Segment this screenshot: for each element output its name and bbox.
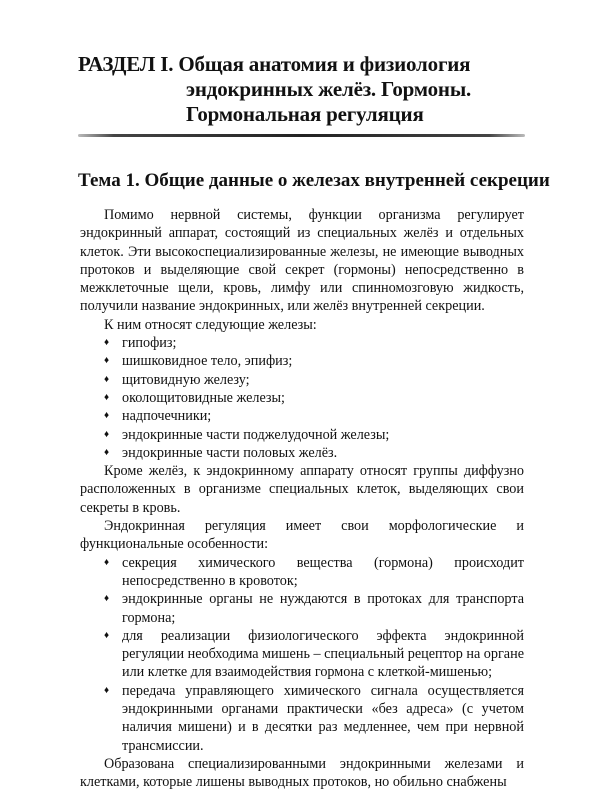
list-item: ♦ гипофиз; [104,335,177,352]
bullet-icon: ♦ [104,593,110,605]
bullet-icon: ♦ [104,446,110,458]
paragraph-4: Образована специализированными эндокринными железами и клетками, которые лишены выводных протоков, но обильно снабжены [80,755,524,791]
bullet-icon: ♦ [104,337,110,349]
bullet-icon: ♦ [104,410,110,422]
list-item: ♦ щитовидную железу; [104,371,250,388]
paragraph-1: Помимо нервной системы, функции организма регулирует эндокринный аппарат, состоящий из специальных желёз и отдельных клеток. Эти высокоспециализированные железы, не имеющие выводных протоков и выделяющие свой секрет (гормоны) непосредственно в межклеточные щели, кровь, лимфу или спинномозговую жидкость, получили название эндокринных, или желёз внутренней секреции. [80,207,524,315]
list-item: ♦ секреция химического вещества (гормона) происходит непосредственно в кровоток; [104,554,524,589]
list-item: ♦ шишковидное тело, эпифиз; [104,353,293,370]
paragraph-3: Эндокринная регуляция имеет свои морфологические и функциональные особенности: [80,518,524,553]
body-text [80,206,524,792]
section-divider [78,134,525,137]
paragraph-2: Кроме желёз, к эндокринному аппарату относят группы диффузно расположенных в организме специальных клеток, выделяющих свои секреты в кровь. [80,463,524,516]
gland-list [80,334,524,462]
bullet-icon: ♦ [104,428,110,440]
section-heading [78,52,548,127]
section-heading-line-3: Гормональная регуляция [186,102,424,126]
features-list [80,554,524,755]
section-heading-line-2: эндокринных желёз. Гормоны. [186,77,472,101]
bullet-icon: ♦ [104,391,110,403]
list-item: ♦ околощитовидные железы; [104,389,285,406]
bullet-icon: ♦ [104,355,110,367]
list-item: ♦ эндокринные части половых желёз. [104,444,338,461]
list-item: ♦ надпочечники; [104,408,212,425]
list-1-intro: К ним относят следующие железы: [104,316,317,333]
list-item: ♦ для реализации физиологического эффекта эндокринной регуляции необходима мишень – специальный рецептор на органе или клетке для взаимодействия гормона с клеткой-мишенью; [104,627,524,681]
bullet-icon: ♦ [104,556,110,568]
topic-heading: Тема 1. Общие данные о железах внутренней секреции [78,170,550,191]
bullet-icon: ♦ [104,684,110,696]
bullet-icon: ♦ [104,629,110,641]
section-heading-line-1: РАЗДЕЛ I. Общая анатомия и физиология [78,52,471,76]
bullet-icon: ♦ [104,373,110,385]
list-item: ♦ эндокринные части поджелудочной железы; [104,426,390,443]
list-item: ♦ эндокринные органы не нуждаются в протоках для транспорта гормона; [104,591,524,626]
list-item: ♦ передача управляющего химического сигнала осуществляется эндокринными органами практически «без адреса» (с учетом наличия мишени) и в десятки раз медленнее, чем при нервной трансмиссии. [104,682,524,754]
